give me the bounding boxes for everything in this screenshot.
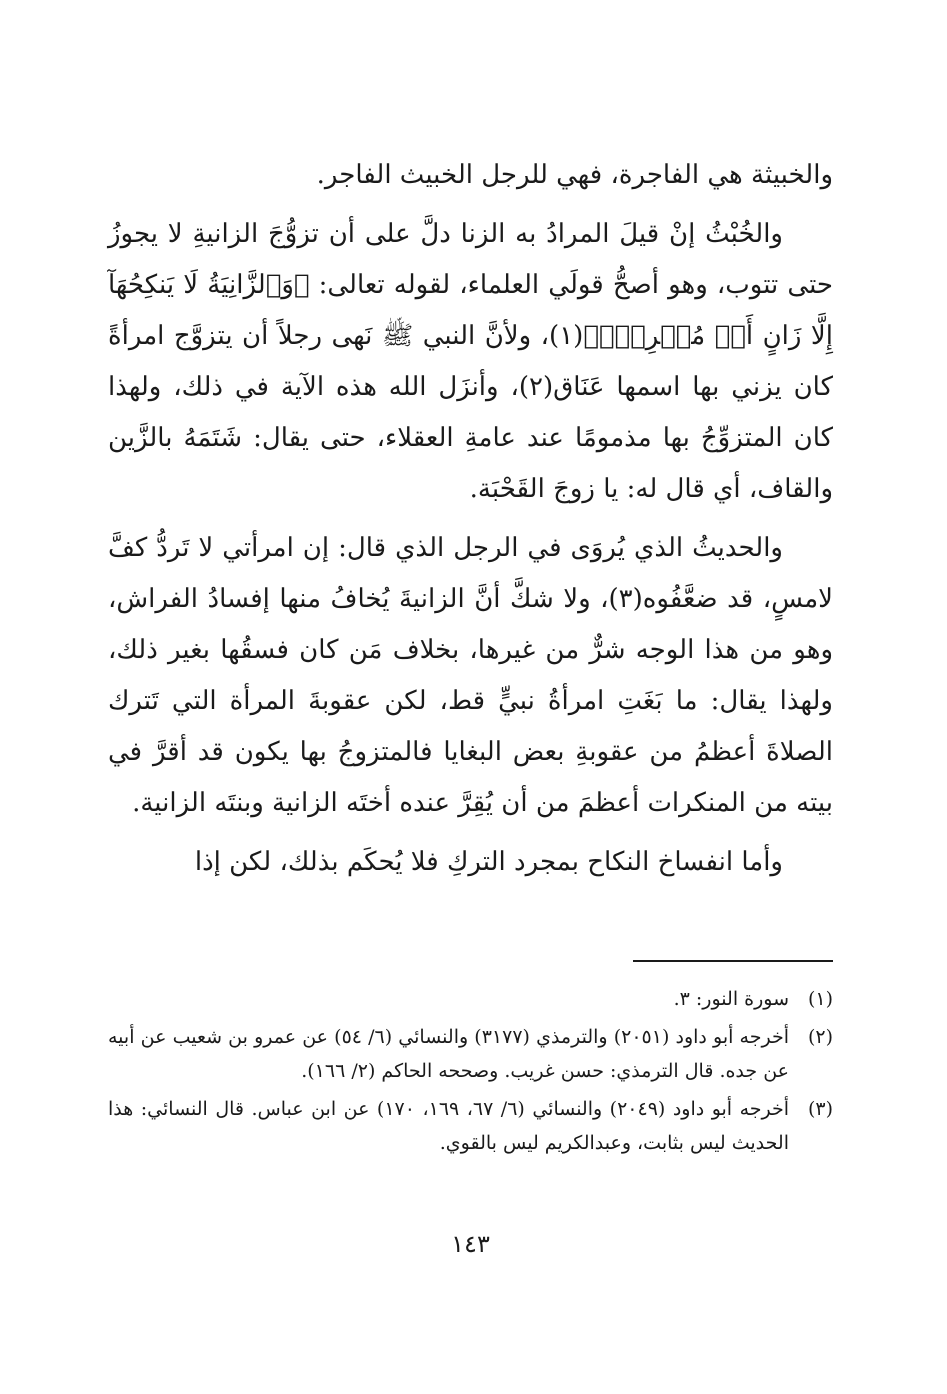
footnote-2 — [108, 1020, 833, 1088]
paragraph-4: وأما انفساخ النكاح بمجرد التركِ فلا يُحكَم بذلك، لكن إذا — [194, 847, 783, 877]
footnotes — [108, 982, 833, 1164]
main-text — [108, 150, 833, 888]
footnote-number: (٢) — [807, 1026, 833, 1048]
paragraph-2: والخُبْثُ إنْ قيلَ المرادُ به الزنا دلَّ على أن تزوُّجَ الزانيةِ لا يجوزُ حتى تتوب، وهو أصحُّ قولَي العلماء، لقوله تعالى: ﴿وَٱلزَّانِيَةُ لَا يَنكِحُهَآ إِلَّا زَانٍ أَوۡ مُشۡرِكٞۚ﴾(١)، ولأنَّ النبي ﷺ نَهى رجلاً أن يتزوَّج امرأةً كان يزني بها اسمها عَنَاق(٢)، وأنزَل الله هذه الآية في ذلك، ولهذا كان المتزوِّجُ بها مذمومًا عند عامةِ العقلاء، حتى يقال: شَتَمَهُ بالزَّين والقاف، أي قال له: يا زوجَ القَحْبَة. — [108, 219, 833, 504]
paragraph-1: والخبيثة هي الفاجرة، فهي للرجل الخبيث الفاجر. — [316, 160, 833, 190]
book-page — [108, 150, 834, 1258]
footnote-number: (٣) — [807, 1098, 833, 1120]
footnote-text: أخرجه أبو داود (٢٠٤٩) والنسائي (٦/ ٦٧، ١٦٩، ١٧٠) عن ابن عباس. قال النسائي: هذا الحديث ليس بثابت، وعبدالكريم ليس بالقوي. — [108, 1098, 790, 1154]
page-number: ١٤٣ — [451, 1230, 490, 1258]
footnote-3 — [108, 1092, 833, 1160]
footnote-text: أخرجه أبو داود (٢٠٥١) والترمذي (٣١٧٧) والنسائي (٦/ ٥٤) عن عمرو بن شعيب عن أبيه عن جده. قال الترمذي: حسن غريب. وصححه الحاكم (٢/ ١٦٦). — [108, 1026, 789, 1082]
paragraph-3: والحديثُ الذي يُروَى في الرجل الذي قال: إن امرأتي لا تَردُّ كفَّ لامسٍ، قد ضعَّفُوه(٣)، ولا شكَّ أنَّ الزانيةَ يُخافُ منها إفسادُ الفراش، وهو من هذا الوجه شرٌّ من غيرها، بخلاف مَن كان فسقُها بغير ذلك، ولهذا يقال: ما بَغَتِ امرأةُ نبيٍّ قط، لكن عقوبةَ المرأة التي تَترك الصلاةَ أعظمُ من عقوبةِ بعض البغايا فالمتزوجُ بها يكون قد أقرَّ في بيته من المنكرات أعظمَ من أن يُقِرَّ عنده أختَه الزانية وبنتَه الزانية. — [108, 533, 834, 818]
footnote-number: (١) — [807, 988, 833, 1010]
footnote-text: سورة النور: ٣. — [673, 988, 789, 1010]
footnote-1 — [108, 982, 833, 1016]
footnote-separator — [633, 960, 833, 962]
